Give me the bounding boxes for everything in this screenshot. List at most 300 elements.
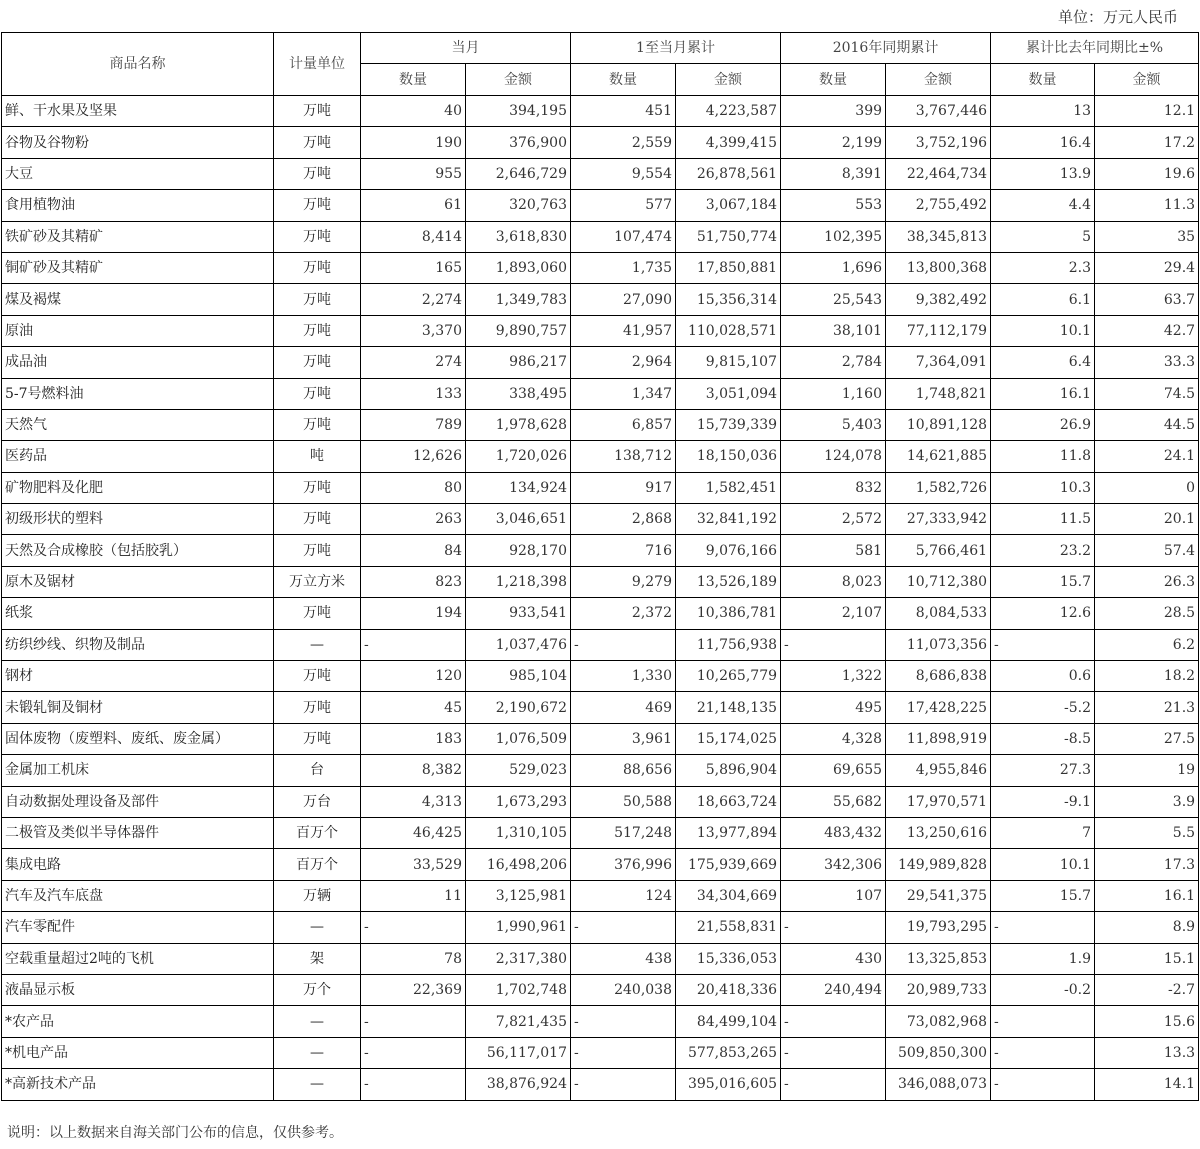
cumulative-quantity: 9,279 [571,566,676,597]
last-year-quantity: 55,682 [781,786,886,817]
unit-of-measure: 万吨 [274,221,361,252]
current-month-amount: 3,046,651 [466,504,571,535]
yoy-change-amount: 19 [1095,755,1199,786]
unit-of-measure: 万个 [274,974,361,1005]
current-month-amount: 2,646,729 [466,158,571,189]
commodity-name: 大豆 [2,158,274,189]
last-year-quantity: 2,199 [781,127,886,158]
cumulative-amount: 10,265,779 [676,661,781,692]
unit-of-measure: 万台 [274,786,361,817]
unit-of-measure: — [274,1069,361,1100]
last-year-quantity: 495 [781,692,886,723]
table-row [2,849,1199,880]
unit-of-measure: 万吨 [274,692,361,723]
commodity-name: 矿物肥料及化肥 [2,472,274,503]
table-row [2,158,1199,189]
table-row [2,912,1199,943]
table-row [2,535,1199,566]
yoy-change-amount: 13.3 [1095,1037,1199,1068]
last-year-amount: 73,082,968 [886,1006,991,1037]
cumulative-amount: 20,418,336 [676,974,781,1005]
current-month-quantity: 84 [361,535,466,566]
last-year-quantity: 38,101 [781,315,886,346]
current-month-amount: 338,495 [466,378,571,409]
yoy-change-quantity: 6.4 [991,347,1095,378]
footnote: 说明：以上数据来自海关部门公布的信息，仅供参考。 [7,1125,343,1141]
unit-of-measure: — [274,912,361,943]
last-year-amount: 77,112,179 [886,315,991,346]
yoy-change-quantity: 26.9 [991,409,1095,440]
cumulative-amount: 13,977,894 [676,817,781,848]
last-year-quantity: 581 [781,535,886,566]
header-amount: 金额 [466,64,571,96]
table-row [2,629,1199,660]
commodity-name: 铁矿砂及其精矿 [2,221,274,252]
last-year-quantity: 430 [781,943,886,974]
current-month-amount: 2,190,672 [466,692,571,723]
yoy-change-quantity: -0.2 [991,974,1095,1005]
cumulative-quantity: 438 [571,943,676,974]
unit-of-measure: 万吨 [274,723,361,754]
unit-of-measure: 万辆 [274,880,361,911]
commodity-name: 食用植物油 [2,190,274,221]
last-year-amount: 1,582,726 [886,472,991,503]
yoy-change-amount: 14.1 [1095,1069,1199,1100]
cumulative-amount: 175,939,669 [676,849,781,880]
table-row [2,974,1199,1005]
last-year-quantity: 1,160 [781,378,886,409]
unit-of-measure: 万吨 [274,315,361,346]
cumulative-quantity: 50,588 [571,786,676,817]
cumulative-amount: 395,016,605 [676,1069,781,1100]
table-body [2,96,1199,1101]
current-month-amount: 320,763 [466,190,571,221]
unit-of-measure: 万吨 [274,598,361,629]
cumulative-quantity: 88,656 [571,755,676,786]
commodity-name: 固体废物（废塑料、废纸、废金属） [2,723,274,754]
cumulative-amount: 4,223,587 [676,96,781,127]
cumulative-amount: 26,878,561 [676,158,781,189]
last-year-amount: 8,686,838 [886,661,991,692]
current-month-quantity: 2,274 [361,284,466,315]
last-year-amount: 38,345,813 [886,221,991,252]
last-year-quantity: 553 [781,190,886,221]
current-month-quantity: 61 [361,190,466,221]
yoy-change-quantity: 11.5 [991,504,1095,535]
current-month-quantity: 263 [361,504,466,535]
last-year-quantity: 832 [781,472,886,503]
yoy-change-quantity: 10.1 [991,849,1095,880]
last-year-amount: 27,333,942 [886,504,991,535]
table-row [2,96,1199,127]
current-month-amount: 2,317,380 [466,943,571,974]
commodity-name: 煤及褐煤 [2,284,274,315]
cumulative-quantity: 2,964 [571,347,676,378]
cumulative-amount: 32,841,192 [676,504,781,535]
cumulative-amount: 1,582,451 [676,472,781,503]
yoy-change-amount: 3.9 [1095,786,1199,817]
commodity-name: 成品油 [2,347,274,378]
yoy-change-amount: 17.2 [1095,127,1199,158]
unit-of-measure: 万吨 [274,158,361,189]
last-year-amount: 13,325,853 [886,943,991,974]
last-year-amount: 3,752,196 [886,127,991,158]
current-month-quantity: 133 [361,378,466,409]
commodity-name: 汽车及汽车底盘 [2,880,274,911]
last-year-quantity: - [781,1006,886,1037]
cumulative-quantity: 1,735 [571,252,676,283]
last-year-quantity: - [781,912,886,943]
current-month-amount: 1,076,509 [466,723,571,754]
last-year-amount: 2,755,492 [886,190,991,221]
yoy-change-amount: 63.7 [1095,284,1199,315]
table-row [2,880,1199,911]
current-month-quantity: 4,313 [361,786,466,817]
current-month-amount: 1,037,476 [466,629,571,660]
commodity-name: 纺织纱线、织物及制品 [2,629,274,660]
table-row [2,347,1199,378]
last-year-quantity: 5,403 [781,409,886,440]
header-amount: 金额 [1095,64,1199,96]
current-month-amount: 1,218,398 [466,566,571,597]
unit-note: 单位：万元人民币 [1057,8,1178,26]
yoy-change-quantity: 5 [991,221,1095,252]
last-year-amount: 17,970,571 [886,786,991,817]
last-year-quantity: 1,696 [781,252,886,283]
cumulative-amount: 17,850,881 [676,252,781,283]
commodity-name: *高新技术产品 [2,1069,274,1100]
table-row [2,504,1199,535]
last-year-amount: 13,800,368 [886,252,991,283]
current-month-quantity: 8,414 [361,221,466,252]
header-group-yoy-change: 累计比去年同期比±% [991,33,1199,64]
current-month-amount: 1,349,783 [466,284,571,315]
table-row [2,252,1199,283]
cumulative-amount: 15,174,025 [676,723,781,754]
last-year-quantity: 8,023 [781,566,886,597]
table-row [2,472,1199,503]
header-quantity: 数量 [781,64,886,96]
last-year-quantity: - [781,1069,886,1100]
cumulative-quantity: 376,996 [571,849,676,880]
commodity-name: 未锻轧铜及铜材 [2,692,274,723]
current-month-amount: 1,893,060 [466,252,571,283]
header-quantity: 数量 [991,64,1095,96]
last-year-quantity: 1,322 [781,661,886,692]
current-month-quantity: - [361,629,466,660]
yoy-change-quantity: 7 [991,817,1095,848]
commodity-name: 原油 [2,315,274,346]
cumulative-amount: 577,853,265 [676,1037,781,1068]
cumulative-amount: 15,336,053 [676,943,781,974]
current-month-amount: 7,821,435 [466,1006,571,1037]
header-amount: 金额 [676,64,781,96]
yoy-change-quantity: 0.6 [991,661,1095,692]
commodity-name: 汽车零配件 [2,912,274,943]
last-year-amount: 149,989,828 [886,849,991,880]
commodity-name: 5-7号燃料油 [2,378,274,409]
cumulative-amount: 21,148,135 [676,692,781,723]
cumulative-quantity: - [571,1069,676,1100]
last-year-quantity: 2,107 [781,598,886,629]
cumulative-quantity: 124 [571,880,676,911]
current-month-quantity: 165 [361,252,466,283]
table-row [2,409,1199,440]
yoy-change-amount: 0 [1095,472,1199,503]
table-row [2,221,1199,252]
last-year-quantity: 342,306 [781,849,886,880]
cumulative-quantity: 716 [571,535,676,566]
yoy-change-amount: 20.1 [1095,504,1199,535]
table-row [2,1006,1199,1037]
unit-of-measure: — [274,629,361,660]
header-commodity-name: 商品名称 [2,33,274,96]
unit-of-measure: 万吨 [274,127,361,158]
cumulative-quantity: 3,961 [571,723,676,754]
unit-of-measure: 万吨 [274,252,361,283]
table-row [2,284,1199,315]
commodity-name: 医药品 [2,441,274,472]
current-month-amount: 1,990,961 [466,912,571,943]
commodity-name: 金属加工机床 [2,755,274,786]
cumulative-amount: 3,051,094 [676,378,781,409]
cumulative-quantity: 577 [571,190,676,221]
header-quantity: 数量 [571,64,676,96]
yoy-change-quantity: -8.5 [991,723,1095,754]
yoy-change-amount: 33.3 [1095,347,1199,378]
yoy-change-quantity: 23.2 [991,535,1095,566]
current-month-amount: 1,978,628 [466,409,571,440]
yoy-change-amount: 28.5 [1095,598,1199,629]
commodity-name: *机电产品 [2,1037,274,1068]
current-month-quantity: 22,369 [361,974,466,1005]
current-month-amount: 134,924 [466,472,571,503]
yoy-change-quantity: 12.6 [991,598,1095,629]
table-row [2,1069,1199,1100]
cumulative-quantity: 517,248 [571,817,676,848]
cumulative-amount: 18,663,724 [676,786,781,817]
last-year-amount: 29,541,375 [886,880,991,911]
last-year-quantity: 124,078 [781,441,886,472]
current-month-amount: 1,720,026 [466,441,571,472]
current-month-amount: 38,876,924 [466,1069,571,1100]
unit-of-measure: 万吨 [274,504,361,535]
yoy-change-amount: 74.5 [1095,378,1199,409]
current-month-quantity: 3,370 [361,315,466,346]
current-month-quantity: 78 [361,943,466,974]
current-month-amount: 928,170 [466,535,571,566]
table-row [2,378,1199,409]
cumulative-amount: 9,076,166 [676,535,781,566]
cumulative-amount: 34,304,669 [676,880,781,911]
yoy-change-amount: 21.3 [1095,692,1199,723]
yoy-change-amount: 18.2 [1095,661,1199,692]
table-row [2,723,1199,754]
current-month-quantity: 46,425 [361,817,466,848]
current-month-quantity: 12,626 [361,441,466,472]
yoy-change-quantity: - [991,1006,1095,1037]
yoy-change-amount: 27.5 [1095,723,1199,754]
unit-of-measure: 吨 [274,441,361,472]
yoy-change-quantity: 27.3 [991,755,1095,786]
last-year-amount: 346,088,073 [886,1069,991,1100]
yoy-change-amount: -2.7 [1095,974,1199,1005]
yoy-change-amount: 12.1 [1095,96,1199,127]
yoy-change-amount: 11.3 [1095,190,1199,221]
yoy-change-amount: 15.6 [1095,1006,1199,1037]
unit-of-measure: 万吨 [274,661,361,692]
yoy-change-quantity: 15.7 [991,566,1095,597]
yoy-change-quantity: 16.4 [991,127,1095,158]
current-month-quantity: 823 [361,566,466,597]
unit-of-measure: 万立方米 [274,566,361,597]
commodity-name: *农产品 [2,1006,274,1037]
yoy-change-amount: 15.1 [1095,943,1199,974]
current-month-quantity: 274 [361,347,466,378]
table-row [2,190,1199,221]
last-year-quantity: 483,432 [781,817,886,848]
cumulative-amount: 4,399,415 [676,127,781,158]
last-year-amount: 11,898,919 [886,723,991,754]
unit-of-measure: 万吨 [274,96,361,127]
current-month-amount: 1,702,748 [466,974,571,1005]
yoy-change-quantity: 6.1 [991,284,1095,315]
cumulative-quantity: 107,474 [571,221,676,252]
unit-of-measure: 百万个 [274,849,361,880]
cumulative-quantity: 1,330 [571,661,676,692]
last-year-quantity: 69,655 [781,755,886,786]
cumulative-quantity: - [571,1037,676,1068]
last-year-amount: 19,793,295 [886,912,991,943]
current-month-quantity: - [361,912,466,943]
cumulative-quantity: 469 [571,692,676,723]
current-month-quantity: 955 [361,158,466,189]
last-year-amount: 7,364,091 [886,347,991,378]
yoy-change-quantity: - [991,1037,1095,1068]
last-year-amount: 11,073,356 [886,629,991,660]
commodity-name: 液晶显示板 [2,974,274,1005]
last-year-quantity: 2,572 [781,504,886,535]
last-year-quantity: 4,328 [781,723,886,754]
cumulative-quantity: 2,868 [571,504,676,535]
last-year-quantity: - [781,1037,886,1068]
yoy-change-amount: 5.5 [1095,817,1199,848]
unit-of-measure: 百万个 [274,817,361,848]
cumulative-quantity: 240,038 [571,974,676,1005]
last-year-quantity: 2,784 [781,347,886,378]
last-year-amount: 17,428,225 [886,692,991,723]
unit-of-measure: 万吨 [274,378,361,409]
current-month-amount: 1,673,293 [466,786,571,817]
last-year-amount: 4,955,846 [886,755,991,786]
cumulative-quantity: - [571,629,676,660]
cumulative-quantity: 1,347 [571,378,676,409]
current-month-amount: 16,498,206 [466,849,571,880]
cumulative-quantity: 138,712 [571,441,676,472]
current-month-quantity: 120 [361,661,466,692]
cumulative-quantity: 27,090 [571,284,676,315]
current-month-quantity: 789 [361,409,466,440]
yoy-change-quantity: 1.9 [991,943,1095,974]
cumulative-amount: 11,756,938 [676,629,781,660]
last-year-amount: 3,767,446 [886,96,991,127]
last-year-quantity: 107 [781,880,886,911]
commodity-name: 纸浆 [2,598,274,629]
cumulative-quantity: 6,857 [571,409,676,440]
current-month-amount: 3,125,981 [466,880,571,911]
current-month-quantity: 190 [361,127,466,158]
table-row [2,786,1199,817]
cumulative-quantity: 9,554 [571,158,676,189]
last-year-amount: 22,464,734 [886,158,991,189]
import-commodity-table [1,32,1199,1101]
table-row [2,127,1199,158]
cumulative-amount: 15,739,339 [676,409,781,440]
yoy-change-amount: 19.6 [1095,158,1199,189]
current-month-quantity: 80 [361,472,466,503]
commodity-name: 自动数据处理设备及部件 [2,786,274,817]
current-month-amount: 394,195 [466,96,571,127]
cumulative-amount: 51,750,774 [676,221,781,252]
header-unit: 计量单位 [274,33,361,96]
unit-of-measure: — [274,1006,361,1037]
last-year-amount: 9,382,492 [886,284,991,315]
yoy-change-quantity: 10.3 [991,472,1095,503]
yoy-change-quantity: 15.7 [991,880,1095,911]
cumulative-amount: 110,028,571 [676,315,781,346]
yoy-change-amount: 24.1 [1095,441,1199,472]
current-month-amount: 376,900 [466,127,571,158]
header-group-current-month: 当月 [361,33,571,64]
yoy-change-amount: 57.4 [1095,535,1199,566]
header-amount: 金额 [886,64,991,96]
yoy-change-amount: 16.1 [1095,880,1199,911]
unit-of-measure: — [274,1037,361,1068]
yoy-change-amount: 35 [1095,221,1199,252]
current-month-quantity: 183 [361,723,466,754]
yoy-change-amount: 8.9 [1095,912,1199,943]
table-row [2,943,1199,974]
cumulative-quantity: - [571,912,676,943]
last-year-quantity: 25,543 [781,284,886,315]
cumulative-quantity: - [571,1006,676,1037]
current-month-amount: 986,217 [466,347,571,378]
header-group-last-year-cumulative: 2016年同期累计 [781,33,991,64]
current-month-quantity: 45 [361,692,466,723]
yoy-change-quantity: 13.9 [991,158,1095,189]
unit-of-measure: 架 [274,943,361,974]
current-month-amount: 985,104 [466,661,571,692]
unit-of-measure: 万吨 [274,347,361,378]
yoy-change-amount: 29.4 [1095,252,1199,283]
cumulative-amount: 21,558,831 [676,912,781,943]
commodity-name: 鲜、干水果及坚果 [2,96,274,127]
current-month-quantity: 194 [361,598,466,629]
unit-of-measure: 万吨 [274,535,361,566]
last-year-amount: 509,850,300 [886,1037,991,1068]
current-month-amount: 933,541 [466,598,571,629]
last-year-amount: 14,621,885 [886,441,991,472]
last-year-amount: 8,084,533 [886,598,991,629]
commodity-name: 铜矿砂及其精矿 [2,252,274,283]
cumulative-amount: 9,815,107 [676,347,781,378]
cumulative-amount: 5,896,904 [676,755,781,786]
yoy-change-quantity: -5.2 [991,692,1095,723]
unit-of-measure: 万吨 [274,284,361,315]
current-month-amount: 1,310,105 [466,817,571,848]
unit-of-measure: 万吨 [274,472,361,503]
yoy-change-quantity: 16.1 [991,378,1095,409]
